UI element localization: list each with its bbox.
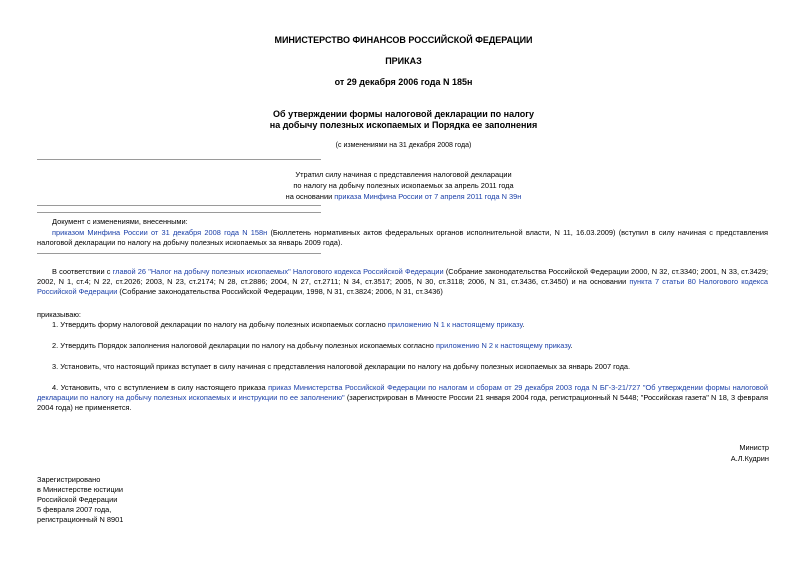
changes-note: (с изменениями на 31 декабря 2008 года)	[335, 142, 472, 149]
preamble-prefix: В соответствии с	[52, 267, 113, 276]
ministry-heading: МИНИСТЕРСТВО ФИНАНСОВ РОССИЙСКОЙ ФЕДЕРАЦИИ	[274, 35, 533, 45]
registration-line-4: 5 февраля 2007 года,	[37, 505, 112, 514]
status-line-1: Утратил силу начиная с представления налоговой декларации	[295, 170, 512, 179]
amendments-label: Документ с изменениями, внесенными:	[52, 217, 188, 226]
preamble-sources: (Собрание законодательства Российской Федерации 2000, N 32, ст.3340; 2001, N 33, ст.3429; 2002, N 1, ст.4; N 22, ст.2026; 2003, N 23, ст.2174; N 28, ст.2886; 2004, N 27, ст.2711; N 34, ст.3517; 2005, N 30, ст.3118; 2006, N 31, ст.3436, ст.3450) и на основании	[37, 267, 768, 286]
item-1-end: .	[522, 320, 525, 329]
order-word: приказываю:	[37, 310, 81, 319]
item-2-text: 2. Утвердить Порядок заполнения налоговой декларации по налогу на добычу полезных ископаемых согласно	[52, 341, 436, 350]
amendments-paragraph	[37, 228, 768, 248]
registration-line-3: Российской Федерации	[37, 495, 118, 504]
status-line-2: по налогу на добычу полезных ископаемых за апрель 2011 года	[293, 181, 514, 190]
divider	[37, 159, 321, 160]
signatory-name: А.Л.Кудрин	[730, 454, 769, 463]
previous-order-link[interactable]: приказ Министерства Российской Федерации по налогам и сборам от 29 декабря 2003 года N БГ-3-21/727 "Об утверждении формы налоговой декларации по налогу на добычу полезных ископаемых и инструкции по ее заполнению"	[37, 383, 768, 402]
item-1	[52, 320, 525, 330]
divider	[37, 212, 321, 213]
tax-code-article-link[interactable]: пункта 7 статьи 80 Налогового кодекса Российской Федерации	[37, 276, 769, 296]
item-2-end: .	[570, 341, 573, 350]
item-3: 3. Установить, что настоящий приказ вступает в силу начиная с представления налоговой декларации по налогу на добычу полезных ископаемых за январь 2007 года.	[52, 362, 631, 371]
appendix-2-link[interactable]: приложению N 2 к настоящему приказу	[435, 341, 571, 350]
document-type: ПРИКАЗ	[385, 56, 422, 66]
signatory-title: Министр	[739, 443, 769, 452]
preamble-suffix: (Собрание законодательства Российской Федерации, 1998, N 31, ст.3824; 2006, N 31, ст.3436)	[117, 286, 443, 296]
registration-line-2: в Министерстве юстиции	[37, 485, 124, 494]
registration-line-5: регистрационный N 8901	[37, 515, 124, 524]
item-2	[52, 341, 573, 351]
item-1-text: 1. Утвердить форму налоговой декларации по налогу на добычу полезных ископаемых согласно	[52, 320, 388, 329]
appendix-1-link[interactable]: приложению N 1 к настоящему приказу	[387, 320, 523, 329]
status-line-3	[0, 192, 807, 202]
item-4	[37, 383, 768, 412]
item-4-text: 4. Установить, что с вступлением в силу настоящего приказа	[52, 383, 269, 392]
document-title-line-1: Об утверждении формы налоговой декларации по налогу	[273, 109, 534, 119]
amendment-order-link[interactable]: приказом Минфина России от 31 декабря 2008 года N 158н	[52, 228, 268, 237]
status-basis-text: на основании	[285, 192, 335, 201]
item-4-end: (зарегистрирован в Минюсте России 21 января 2004 года, регистрационный N 5448; "Российская газета" N 18, 3 февраля 2004 года) не применяется.	[37, 392, 768, 412]
tax-code-chapter-link[interactable]: главой 26 "Налог на добычу полезных ископаемых" Налогового кодекса Российской Федерации	[112, 267, 444, 276]
divider	[37, 253, 321, 254]
repeal-order-link[interactable]: приказа Минфина России от 7 апреля 2011 года N 39н	[334, 192, 522, 201]
document-title-line-2: на добычу полезных ископаемых и Порядка ее заполнения	[269, 120, 538, 130]
amendment-details: (Бюллетень нормативных актов федеральных органов исполнительной власти, N 11, 16.03.2009) (вступил в силу начиная с представления налоговой декларации по налогу на добычу полезных ископаемых за январь 2009 года).	[37, 228, 768, 247]
registration-line-1: Зарегистрировано	[37, 475, 101, 484]
document-date-number: от 29 декабря 2006 года N 185н	[334, 77, 473, 87]
preamble-paragraph	[37, 267, 768, 296]
divider	[37, 205, 321, 206]
